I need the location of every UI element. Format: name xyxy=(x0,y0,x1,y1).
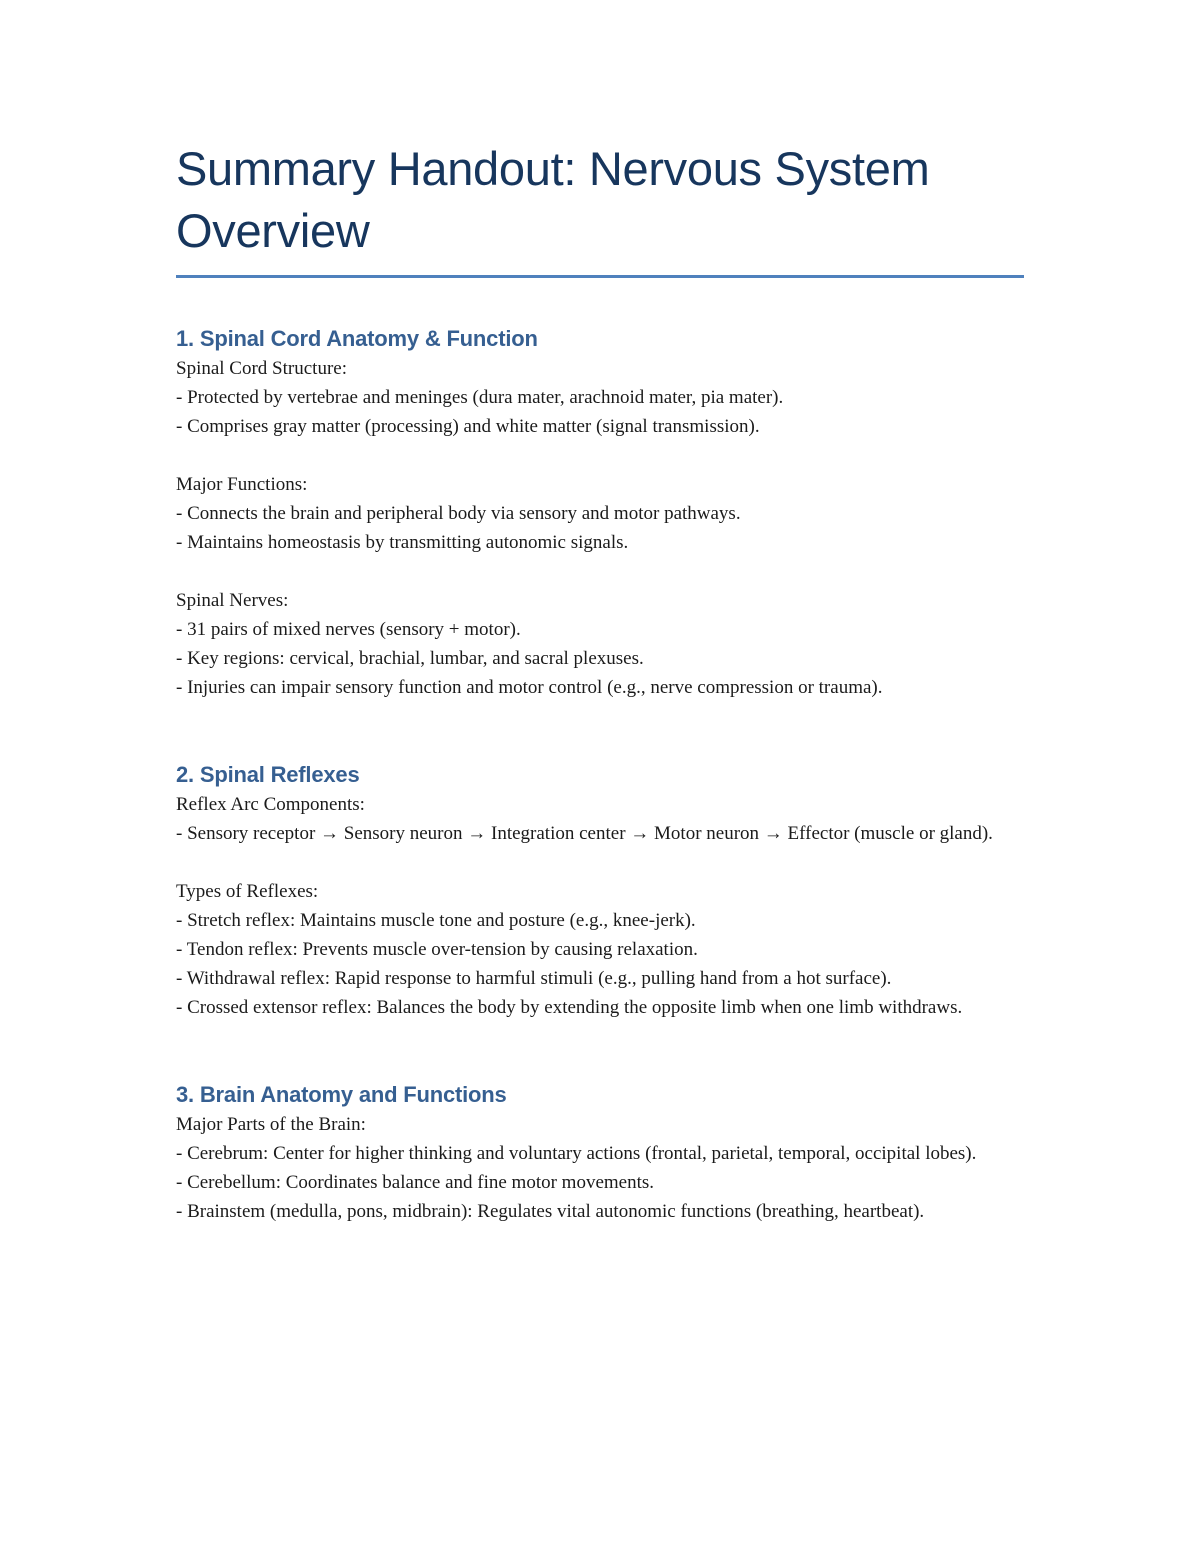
section-2 xyxy=(176,760,1026,1022)
sections-container xyxy=(176,324,1026,1226)
bullet-item: - Brainstem (medulla, pons, midbrain): Regulates vital autonomic functions (breathing, heartbeat). xyxy=(176,1201,925,1222)
bullet-item: - 31 pairs of mixed nerves (sensory + motor). xyxy=(176,619,521,640)
content-group xyxy=(176,470,1026,557)
bullet-item: - Cerebrum: Center for higher thinking and voluntary actions (frontal, parietal, temporal, occipital lobes). xyxy=(176,1143,977,1164)
bullet-item: - Withdrawal reflex: Rapid response to harmful stimuli (e.g., pulling hand from a hot surface). xyxy=(176,968,892,989)
bullet-item: - Stretch reflex: Maintains muscle tone and posture (e.g., knee-jerk). xyxy=(176,910,696,931)
bullet-item: - Key regions: cervical, brachial, lumbar, and sacral plexuses. xyxy=(176,648,644,669)
group-label: Types of Reflexes: xyxy=(176,881,319,902)
bullet-item: - Crossed extensor reflex: Balances the body by extending the opposite limb when one limb withdraws. xyxy=(176,997,963,1018)
document-title: Summary Handout: Nervous System Overview xyxy=(176,142,930,257)
group-label: Reflex Arc Components: xyxy=(176,794,365,815)
section-1 xyxy=(176,324,1026,702)
content-group xyxy=(176,354,1026,441)
section-3 xyxy=(176,1080,1026,1226)
bullet-item: - Maintains homeostasis by transmitting autonomic signals. xyxy=(176,532,629,553)
bullet-item: - Injuries can impair sensory function and motor control (e.g., nerve compression or trauma). xyxy=(176,677,883,698)
bullet-item: - Protected by vertebrae and meninges (dura mater, arachnoid mater, pia mater). xyxy=(176,387,784,408)
handout-page xyxy=(176,138,1026,1226)
group-label: Major Functions: xyxy=(176,474,308,495)
section-heading: 3. Brain Anatomy and Functions xyxy=(176,1082,507,1107)
title-underline xyxy=(176,275,1024,278)
group-label: Major Parts of the Brain: xyxy=(176,1114,366,1135)
content-group xyxy=(176,790,1026,848)
bullet-item: - Sensory receptor → Sensory neuron → Integration center → Motor neuron → Effector (muscle or gland). xyxy=(176,823,993,844)
content-group xyxy=(176,586,1026,702)
section-heading: 1. Spinal Cord Anatomy & Function xyxy=(176,326,538,351)
bullet-item: - Connects the brain and peripheral body via sensory and motor pathways. xyxy=(176,503,741,524)
bullet-item: - Tendon reflex: Prevents muscle over-tension by causing relaxation. xyxy=(176,939,698,960)
content-group xyxy=(176,1110,1026,1226)
bullet-item: - Cerebellum: Coordinates balance and fine motor movements. xyxy=(176,1172,655,1193)
group-label: Spinal Nerves: xyxy=(176,590,289,611)
group-label: Spinal Cord Structure: xyxy=(176,358,347,379)
content-group xyxy=(176,877,1026,1022)
section-heading: 2. Spinal Reflexes xyxy=(176,762,360,787)
bullet-item: - Comprises gray matter (processing) and white matter (signal transmission). xyxy=(176,416,760,437)
